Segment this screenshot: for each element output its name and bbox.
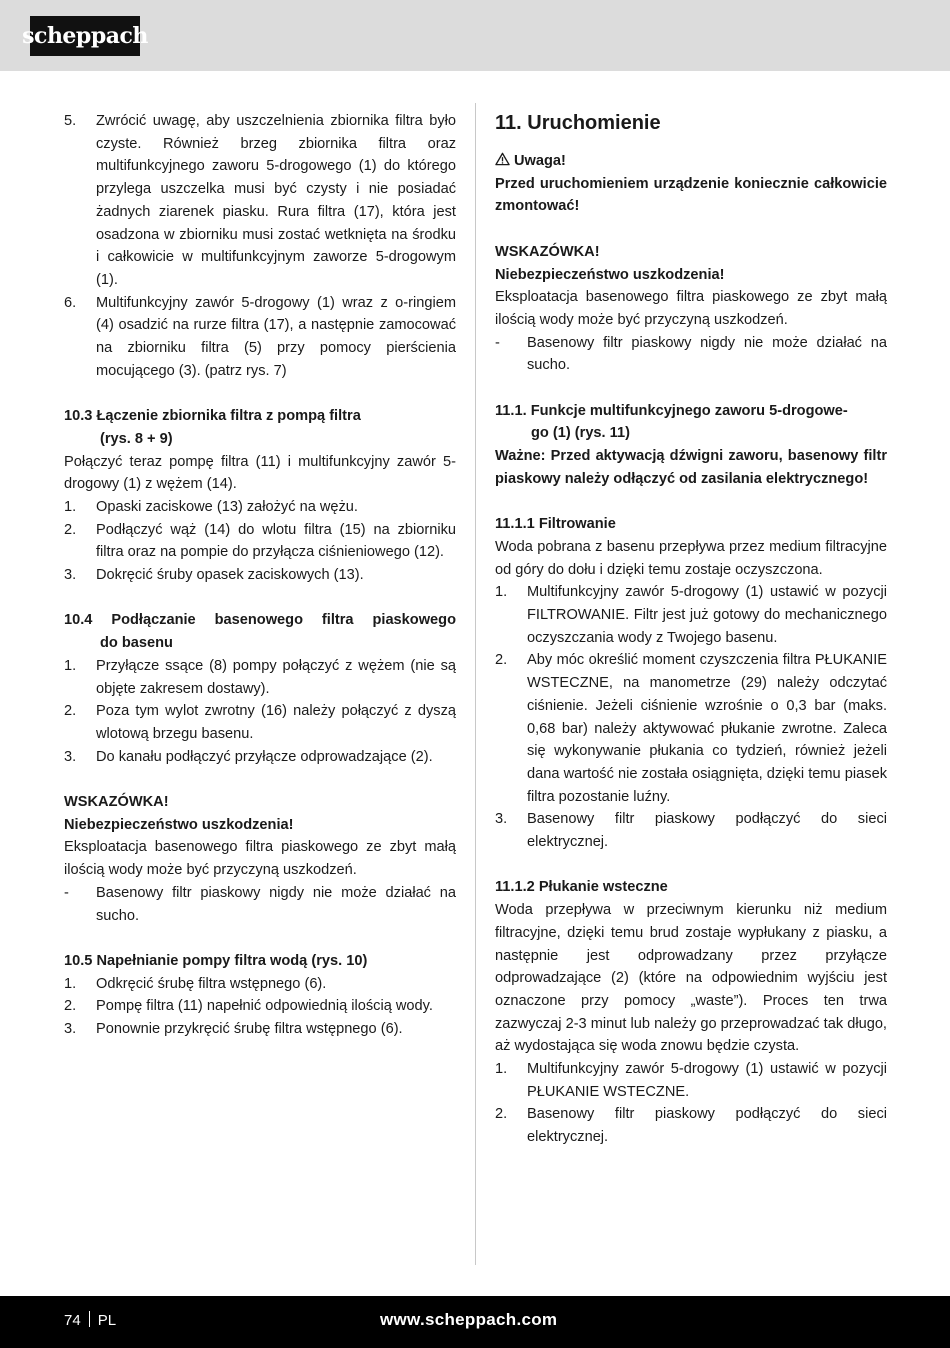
- list-item: 1. Odkręcić śrubę filtra wstępnego (6).: [64, 975, 327, 992]
- list-item: 2. Pompę filtra (11) napełnić odpowiednią ilością wody.: [64, 998, 433, 1015]
- section-heading-11-1-1: 11.1.1 Filtrowanie: [495, 516, 616, 533]
- website-url: www.scheppach.com: [380, 1310, 558, 1329]
- brand-logo: [22, 16, 148, 56]
- list-item: 2. Podłączyć wąż (14) do wlotu filtra (15) na zbiorniku filtra oraz na pompie do przyłącza ciśnieniowego (12).: [64, 521, 456, 561]
- list-item: 5. Zwrócić uwagę, aby uszczelnienia zbiornika filtra było czyste. Również brzeg zbiornika filtra oraz multifunkcyjnego zaworu 5-drogowego (1) do którego przylega uszczelka musi być czysty i nie posiadać żadnych ziarenek piasku. Rura filtra (17), która jest osadzona w zbiorniku musi zostać wetknięta na środku i całkowicie w multifunkcyjnym zaworze 5-drogowym (1).: [64, 113, 456, 288]
- section-heading-10-4-cont: do basenu: [100, 635, 173, 652]
- paragraph: Połączyć teraz pompę filtra (11) i multifunkcyjny zawór 5-drogowy (1) z wężem (14).: [64, 453, 456, 493]
- section-heading-10-5: 10.5 Napełnianie pompy filtra wodą (rys. 10): [64, 952, 368, 969]
- separator: [89, 1311, 90, 1327]
- list-item: 2. Aby móc określić moment czyszczenia filtra PŁUKANIE WSTECZNE, na manometrze (29) należy odczytać ciśnienie. Jeżeli ciśnienie wzrośnie o 0,3 bar (maks. 0,68 bar) należy aktywować płukanie zwrotne. Zaleca się wykonywanie płukania co tydzień, również jeżeli dana wartość nie została osiągnięta, dzięki temu piasek filtra pozostanie luźny.: [495, 652, 887, 805]
- note-title: WSKAZÓWKA!: [64, 794, 169, 811]
- page-header: [0, 0, 950, 71]
- list-item: 6. Multifunkcyjny zawór 5-drogowy (1) wraz z o-ringiem (4) osadzić na rurze filtra (17), a następnie zamocować na zbiorniku filtra (5) przy pomocy pierścienia mocującego (3). (patrz rys. 7): [64, 294, 456, 379]
- dash-item: - Basenowy filtr piaskowy nigdy nie może działać na sucho.: [64, 884, 456, 924]
- page-number: 74 PL: [64, 1312, 117, 1329]
- warning-heading: Uwaga!: [495, 150, 887, 173]
- important-note: Ważne: Przed aktywacją dźwigni zaworu, basenowy filtr piaskowy należy odłączyć od zasilania elektrycznego!: [495, 448, 887, 487]
- brand-logo-text: scheppach: [22, 23, 148, 49]
- list-item: 3. Do kanału podłączyć przyłącze odprowadzające (2).: [64, 748, 433, 765]
- dash-item: - Basenowy filtr piaskowy nigdy nie może działać na sucho.: [495, 334, 887, 374]
- note-title: WSKAZÓWKA!: [495, 243, 600, 260]
- warning-text: Przed uruchomieniem urządzenie koniecznie całkowicie zmontować!: [495, 175, 887, 215]
- note-subtitle: Niebezpieczeństwo uszkodzenia!: [495, 266, 725, 283]
- section-title: 11. Uruchomienie: [495, 112, 661, 134]
- column-divider: [475, 103, 476, 1265]
- right-column: [495, 110, 887, 1149]
- list-item: 1. Multifunkcyjny zawór 5-drogowy (1) ustawić w pozycji PŁUKANIE WSTECZNE.: [495, 1061, 887, 1100]
- note-text: Eksploatacja basenowego filtra piaskowego ze zbyt małą ilością wody może być przyczyną uszkodzeń.: [64, 839, 456, 879]
- list-item: 1. Przyłącze ssące (8) pompy połączyć z wężem (nie są objęte zakresem dostawy).: [64, 657, 456, 697]
- section-heading-10-3: 10.3 Łączenie zbiornika filtra z pompą filtra (rys. 8 + 9): [64, 408, 361, 447]
- section-heading-11-1: 11.1. Funkcje multifunkcyjnego zaworu 5-drogowe- go (1) (rys. 11): [495, 402, 848, 442]
- list-item: 3. Ponownie przykręcić śrubę filtra wstępnego (6).: [64, 1021, 403, 1038]
- page-footer: [0, 1296, 950, 1348]
- list-item: 2. Basenowy filtr piaskowy podłączyć do sieci elektrycznej.: [495, 1106, 887, 1146]
- paragraph: Woda pobrana z basenu przepływa przez medium filtracyjne od góry do dołu i dzięki temu zostaje oczyszczona.: [495, 538, 887, 578]
- list-item: 3. Basenowy filtr piaskowy podłączyć do sieci elektrycznej.: [495, 811, 887, 851]
- warning-triangle-icon: [495, 152, 510, 166]
- list-item: 1. Multifunkcyjny zawór 5-drogowy (1) ustawić w pozycji FILTROWANIE. Filtr jest już gotowy do mechanicznego oczyszczania wody z Twojego basenu.: [495, 584, 887, 646]
- paragraph: Woda przepływa w przeciwnym kierunku niż medium filtracyjne, dzięki temu brud zostaje wypłukany z piasku, a następnie jest odprowadzany przez przyłącze odprowadzające (2) (które na odpowiednim wyjściu jest oznaczone przy pomocy „waste”). Proces ten trwa zazwyczaj 2-3 minut lub należy go przeprowadzać tak długo, aż wydostająca się woda znowu będzie czysta.: [495, 902, 887, 1055]
- note-subtitle: Niebezpieczeństwo uszkodzenia!: [64, 816, 294, 833]
- left-column: [64, 110, 456, 1041]
- section-heading-11-1-2: 11.1.2 Płukanie wsteczne: [495, 879, 668, 896]
- note-text: Eksploatacja basenowego filtra piaskowego ze zbyt małą ilością wody może być przyczyną uszkodzeń.: [495, 289, 887, 328]
- section-heading-10-4: 10.4 Podłączanie basenowego filtra piaskowego: [64, 612, 456, 629]
- list-item: 1. Opaski zaciskowe (13) założyć na wężu.: [64, 498, 358, 515]
- list-item: 3. Dokręcić śruby opasek zaciskowych (13).: [64, 567, 364, 584]
- list-item: 2. Poza tym wylot zwrotny (16) należy połączyć z dyszą wlotową brzegu basenu.: [64, 703, 456, 742]
